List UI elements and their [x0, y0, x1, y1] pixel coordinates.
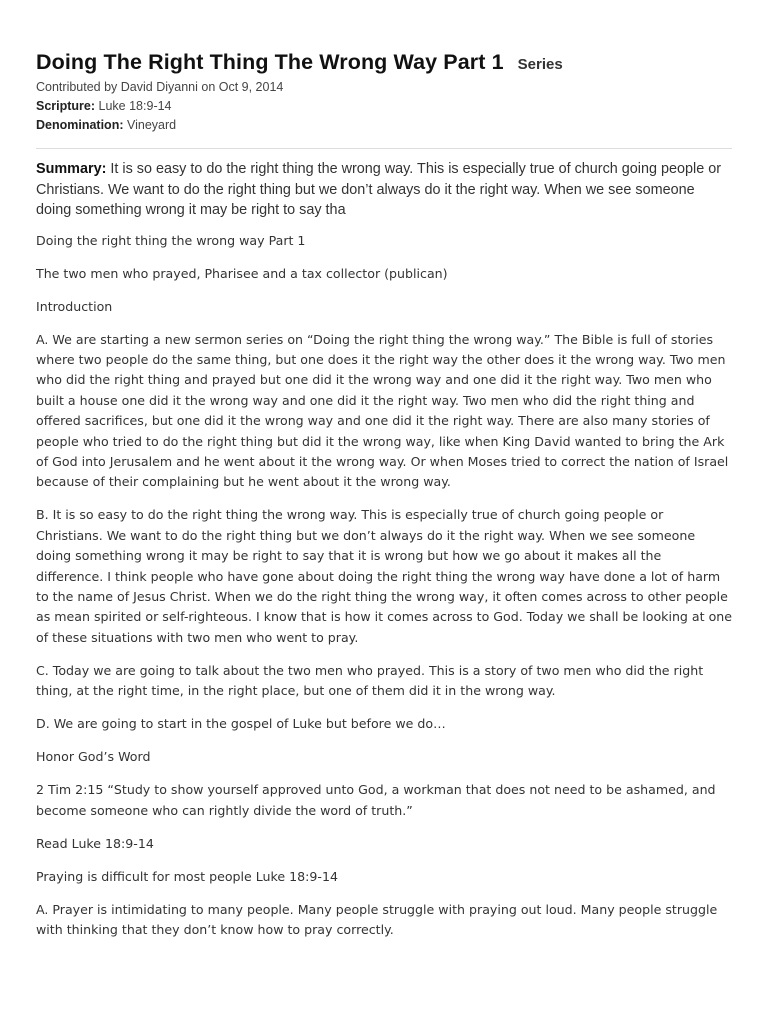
- body-paragraph: A. We are starting a new sermon series on “Doing the right thing the wrong way.” The Bible is full of stories where two people do the same thing, but one does it the right way the other does it the wrong way. Two men who did the right thing and prayed but one did it the wrong way and one did it the right way. Two men who built a house one did it the wrong way and one did it the right way. Two men who did the right thing and offered sacrifices, but one did it the wrong way and one did it the right way. There are also many stories of people who tried to do the right thing but did it the wrong way, like when King David wanted to bring the Ark of God into Jerusalem and he went about it the wrong way. Or when Moses tried to correct the nation of Israel because of their complaining but he went about it the wrong way.: [36, 331, 729, 490]
- header-divider: [36, 148, 732, 149]
- summary-label: Summary:: [36, 161, 107, 177]
- sermon-body: [36, 231, 732, 941]
- body-paragraph: Doing the right thing the wrong way Part 1: [36, 232, 306, 248]
- title-row: [36, 50, 732, 75]
- page-title: Doing The Right Thing The Wrong Way Part 1: [36, 50, 504, 74]
- body-paragraph: The two men who prayed, Pharisee and a tax collector (publican): [36, 265, 448, 281]
- denomination-value[interactable]: Vineyard: [126, 118, 177, 132]
- summary-block: [36, 159, 732, 221]
- denomination-line: [36, 116, 732, 135]
- summary-text: It is so easy to do the right thing the wrong way. This is especially true of church going people or Christians. We want to do the right thing but we don’t always do it the right way. When we see someone doing something wrong it may be right to say tha: [36, 161, 721, 218]
- body-paragraph: 2 Tim 2:15 “Study to show yourself approved unto God, a workman that does not need to be ashamed, and become someone who can rightly divide the word of truth.”: [36, 782, 716, 818]
- body-paragraph: Praying is difficult for most people Luke 18:9-14: [36, 868, 338, 884]
- body-paragraph: A. Prayer is intimidating to many people. Many people struggle with praying out loud. Many people struggle with thinking that they don’t know how to pray correctly.: [36, 901, 718, 937]
- body-paragraph: Read Luke 18:9-14: [36, 835, 154, 851]
- body-paragraph: Introduction: [36, 298, 113, 314]
- denomination-label: Denomination:: [36, 118, 124, 132]
- sermon-header: [36, 0, 732, 135]
- scripture-value[interactable]: Luke 18:9-14: [98, 99, 172, 113]
- body-paragraph: Honor God’s Word: [36, 749, 151, 765]
- scripture-label: Scripture:: [36, 99, 96, 113]
- body-paragraph: D. We are going to start in the gospel of Luke but before we do…: [36, 716, 446, 732]
- body-paragraph: C. Today we are going to talk about the two men who prayed. This is a story of two men who did the right thing, at the right time, in the right place, but one of them did it in the wrong way.: [36, 662, 704, 699]
- scripture-line: [36, 97, 732, 116]
- body-paragraph: B. It is so easy to do the right thing the wrong way. This is especially true of church going people or Christians. We want to do the right thing but we don’t always do it the right way. When we see someone doing something wrong it may be right to say that it is wrong but how we go about it makes all the difference. I think people who have gone about doing the right thing the wrong way have done a lot of harm to the name of Jesus Christ. When we do the right thing the wrong way, it often comes across to other people as mean spirited or self-righteous. I know that is how it comes across to God. Today we shall be looking at one of these situations with two men who went to pray.: [36, 507, 733, 645]
- contributor-line: Contributed by David Diyanni on Oct 9, 2014: [36, 80, 284, 94]
- series-link[interactable]: Series: [517, 56, 563, 73]
